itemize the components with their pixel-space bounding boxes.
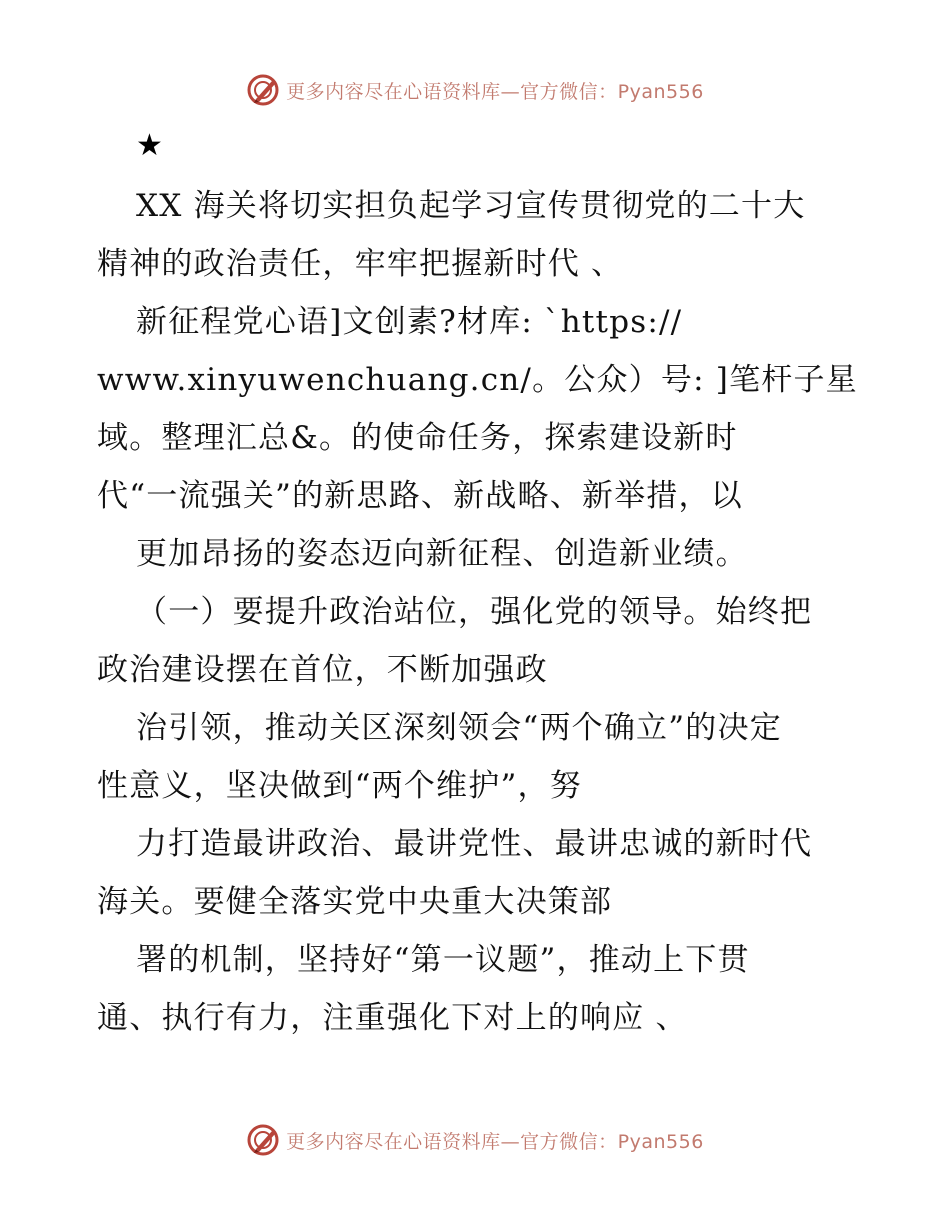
text-line: 代“一流强关”的新思路、新战略、新举措，以 (97, 478, 743, 514)
text-line: （一）要提升政治站位，强化党的领导。始终把 (136, 594, 813, 630)
text-line: 力打造最讲政治、最讲党性、最讲忠诚的新时代 (136, 826, 813, 862)
text-line: 精神的政治责任，牢牢把握新时代 、 (97, 246, 624, 282)
text-line: 通、执行有力，注重强化下对上的响应 、 (97, 1000, 688, 1036)
text-line: XX 海关将切实担负起学习宣传贯彻党的二十大 (136, 188, 806, 224)
text-line: 更加昂扬的姿态迈向新征程、创造新业绩。 (136, 536, 748, 572)
text-line: 新征程党心语]文创素?材库: `https:// (136, 304, 683, 340)
watermark-text: 更多内容尽在心语资料库—官方微信：Pyan556 (286, 80, 704, 103)
header-watermark (0, 70, 950, 110)
text-line: 域。整理汇总&。的使命任务，探索建设新时 (97, 420, 738, 456)
watermark-text: 更多内容尽在心语资料库—官方微信：Pyan556 (286, 1130, 704, 1153)
pen-logo-icon (246, 1123, 280, 1157)
star-icon: ★ (136, 128, 163, 163)
text-line: 治引领，推动关区深刻领会“两个确立”的决定 (136, 710, 782, 746)
footer-watermark (0, 1120, 950, 1160)
pen-logo-icon (246, 73, 280, 107)
text-line: 署的机制，坚持好“第一议题”，推动上下贯 (136, 942, 750, 978)
text-line: www.xinyuwenchuang.cn/。公众）号: ]笔杆子星 (97, 362, 858, 398)
text-line: 政治建设摆在首位，不断加强政 (97, 652, 548, 688)
text-line: 海关。要健全落实党中央重大决策部 (97, 884, 613, 920)
text-line: 性意义，坚决做到“两个维护”，努 (97, 768, 582, 804)
